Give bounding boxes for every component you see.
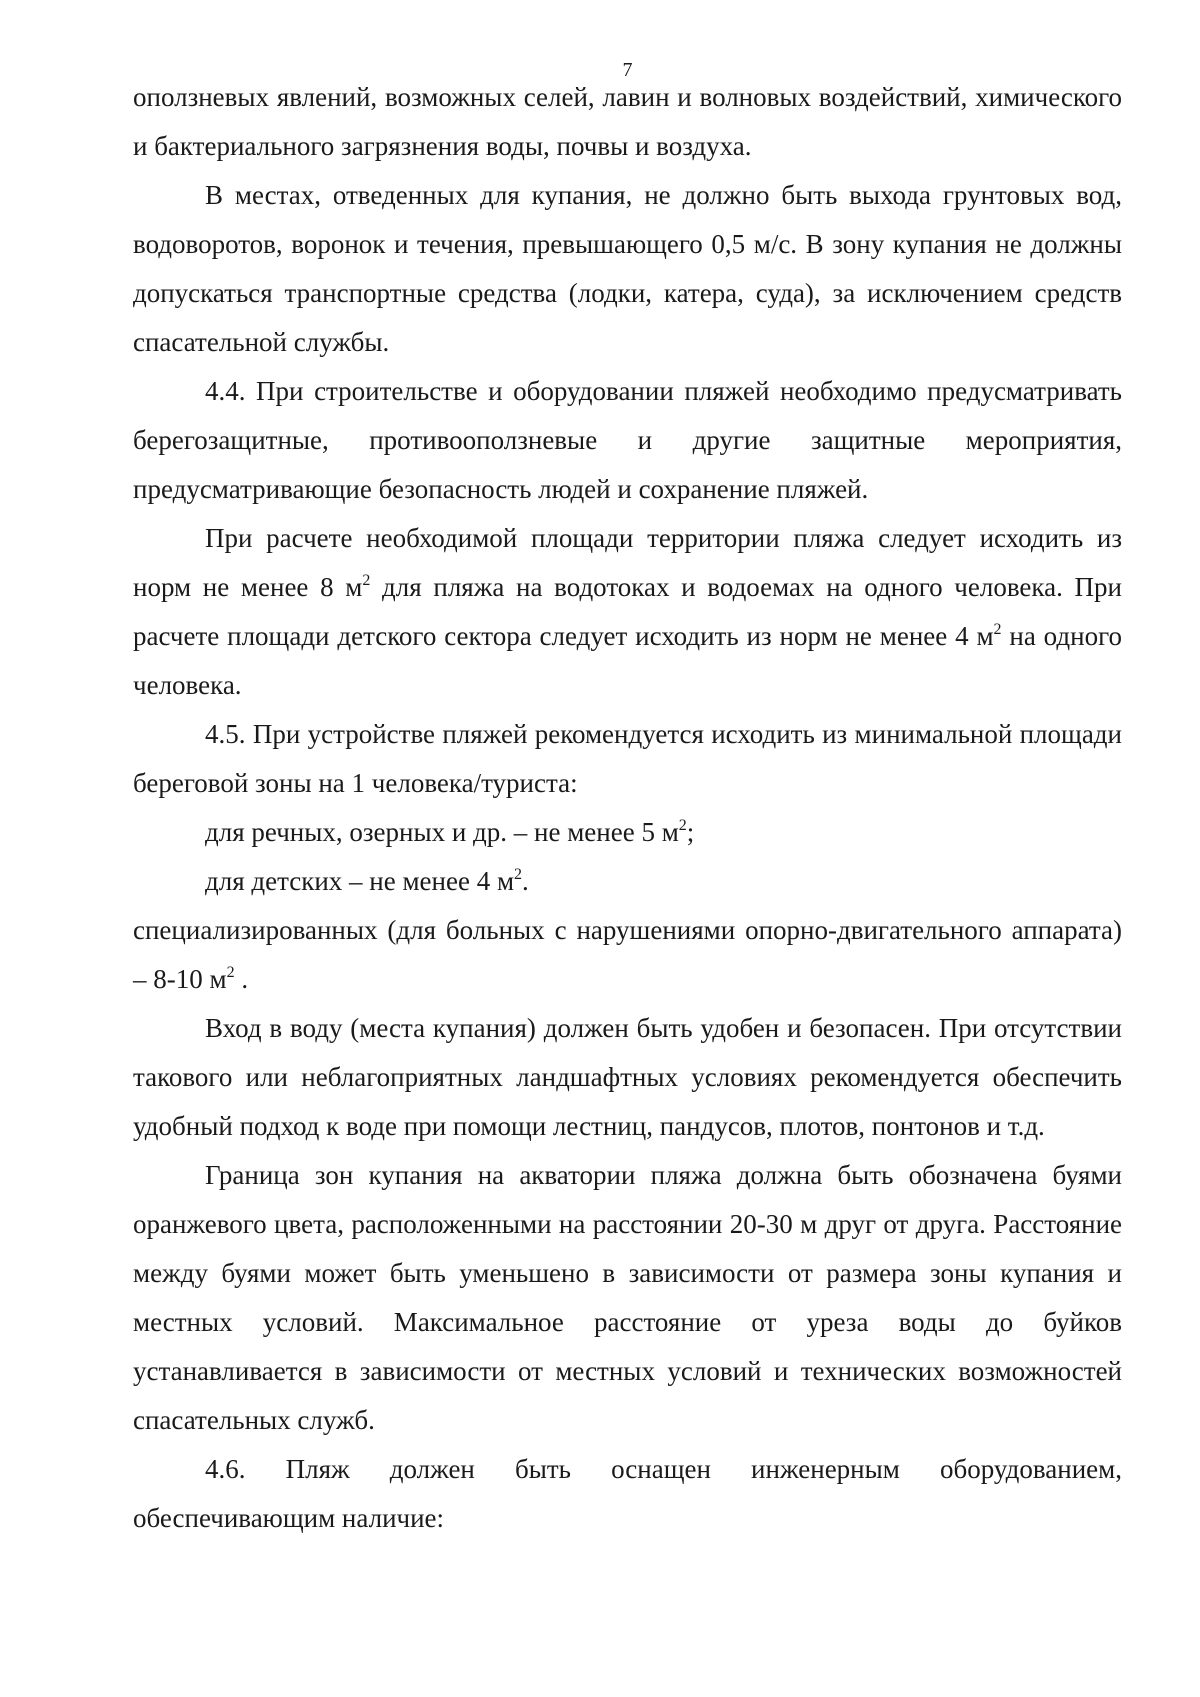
page-number: 7	[622, 59, 633, 81]
norms-text-part-3: на одного человека.	[133, 621, 1122, 700]
norm-children-text: для детских – не менее 4 м	[205, 866, 515, 896]
superscript-2: 2	[226, 964, 235, 981]
norm-specialized	[133, 906, 1122, 1004]
norm-river-lake-text: для речных, озерных и др. – не менее 5 м	[205, 817, 679, 847]
norm-river-lake-end: ;	[686, 817, 695, 847]
superscript-2: 2	[993, 621, 1002, 638]
paragraph-continuation: оползневых явлений, возможных селей, лавин и волновых воздействий, химического и бактериального загрязнения воды, почвы и воздуха.	[133, 82, 1122, 161]
paragraph-swimming-areas: В местах, отведенных для купания, не должно быть выхода грунтовых вод, водоворотов, воронок и течения, превышающего 0,5 м/с. В зону купания не должны допускаться транспортные средства (лодки, катера, суда), за исключением средств спасательной службы.	[133, 180, 1122, 357]
paragraph-water-entry: Вход в воду (места купания) должен быть удобен и безопасен. При отсутствии такового или неблагоприятных ландшафтных условиях рекомендуется обеспечить удобный подход к воде при помощи лестниц, пандусов, плотов, понтонов и т.д.	[133, 1013, 1122, 1141]
norms-text-part-1: При расчете необходимой площади территории пляжа следует исходить из норм не менее 8 м	[133, 523, 1122, 602]
document-body	[133, 73, 1122, 1543]
paragraph-4-5: 4.5. При устройстве пляжей рекомендуется исходить из минимальной площади береговой зоны на 1 человека/туриста:	[133, 719, 1122, 798]
superscript-2: 2	[514, 866, 523, 883]
norm-children	[133, 857, 1122, 906]
paragraph-4-4: 4.4. При строительстве и оборудовании пляжей необходимо предусматривать берегозащитные, противооползневые и другие защитные мероприятия, предусматривающие безопасность людей и сохранение пляжей.	[133, 376, 1122, 504]
norm-specialized-text: специализированных (для больных с нарушениями опорно-двигательного аппарата) – 8-10 м	[133, 915, 1122, 994]
paragraph-beach-area-norms	[133, 514, 1122, 710]
norm-river-lake	[133, 808, 1122, 857]
paragraph-buoys: Граница зон купания на акватории пляжа должна быть обозначена буями оранжевого цвета, расположенными на расстоянии 20-30 м друг от друга. Расстояние между буями может быть уменьшено в зависимости от размера зоны купания и местных условий. Максимальное расстояние от уреза воды до буйков устанавливается в зависимости от местных условий и технических возможностей спасательных служб.	[133, 1160, 1122, 1435]
norms-text-part-2: для пляжа на водотоках и водоемах на одного человека. При расчете площади детского сектора следует исходить из норм не менее 4 м	[133, 572, 1122, 651]
norm-specialized-end: .	[234, 964, 249, 994]
superscript-2: 2	[678, 817, 687, 834]
paragraph-4-6: 4.6. Пляж должен быть оснащен инженерным оборудованием, обеспечивающим наличие:	[133, 1454, 1122, 1533]
norm-children-end: .	[522, 866, 529, 896]
superscript-2: 2	[362, 572, 371, 589]
